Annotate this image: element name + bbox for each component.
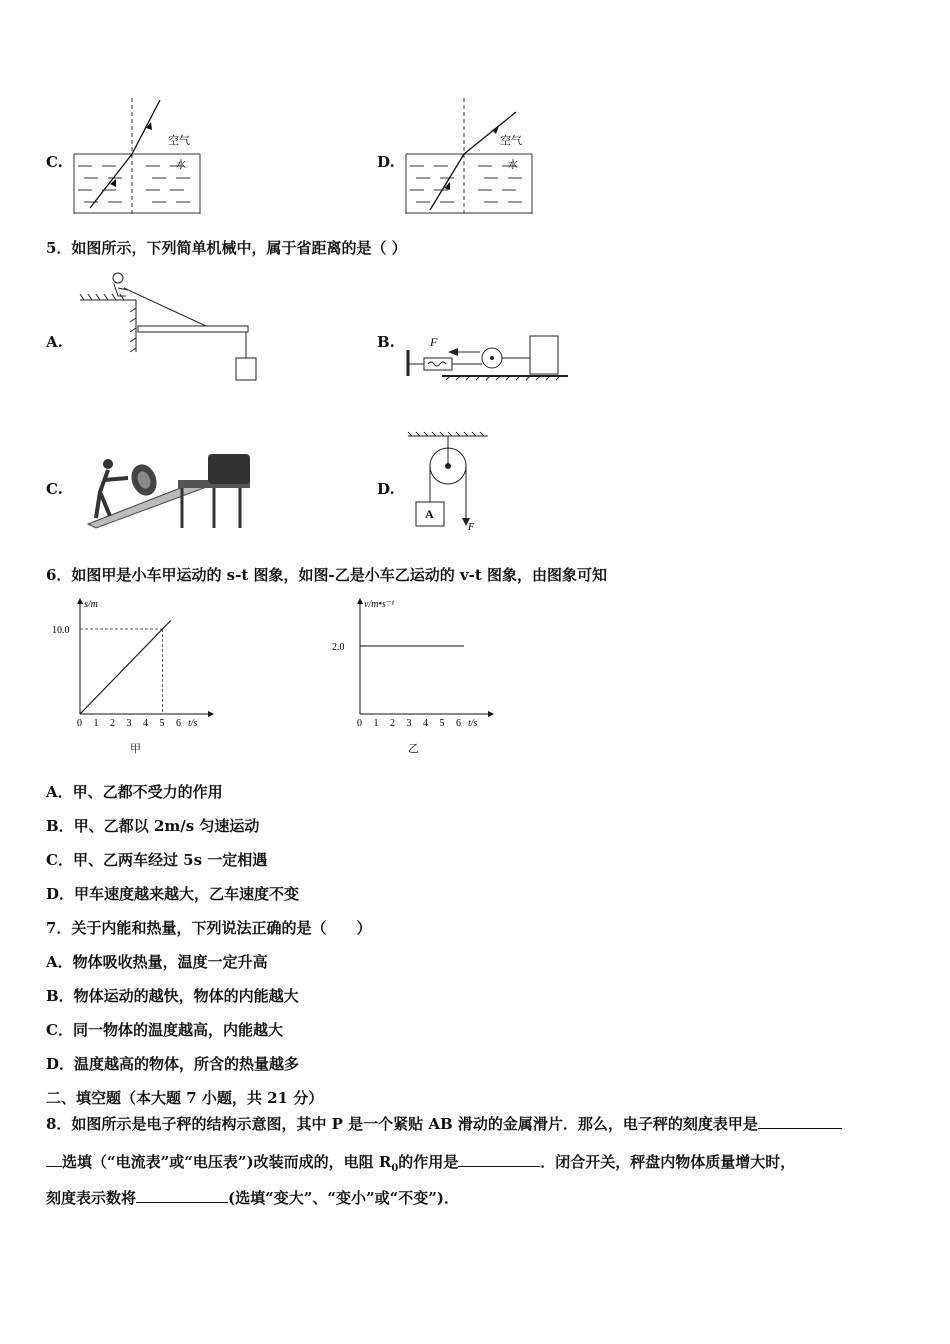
q7-option-c[interactable]: C．同一物体的温度越高，内能越大 [46, 1021, 283, 1039]
x-tick-label: 4 [143, 718, 148, 726]
q8-line-2 [46, 1151, 795, 1174]
x-axis-arrow [488, 711, 494, 717]
x-axis-label: t/s [468, 718, 478, 726]
y-axis-label: v/m•s⁻¹ [364, 599, 395, 610]
q6-chart-yi-caption: 乙 [408, 742, 419, 755]
x-tick-label: 3 [406, 718, 412, 726]
q8-blank-2[interactable] [458, 1152, 540, 1167]
q8-line-1-text: 8．如图所示是电子秤的结构示意图，其中 P 是一个紧贴 AB 滑动的金属滑片．那么，电子秤的刻度表甲是 [46, 1115, 758, 1133]
q4-d-air-label: 空气 [500, 135, 522, 147]
x-tick-label: 0 [77, 718, 82, 726]
q5-d-block-label: A [425, 507, 434, 521]
q4-d-water-label: 水 [508, 160, 518, 171]
x-tick-label: 0 [357, 718, 362, 726]
x-axis-arrow [208, 711, 214, 717]
x-tick-label: 2 [110, 718, 115, 726]
x-axis-label: t/s [188, 718, 198, 726]
y-axis-arrow [357, 598, 363, 604]
q8-line-2-text-c: ．闭合开关，秤盘内物体质量增大时， [540, 1153, 796, 1171]
x-tick-label: 1 [93, 718, 99, 726]
q5-option-c-ramp-diagram [78, 452, 258, 530]
q8-line-2-text-a: 选填（“电流表”或“电压表”)改装而成的，电阻 R [62, 1153, 392, 1171]
q8-line-3-text-a: 刻度表示数将 [46, 1189, 137, 1207]
q7-option-b[interactable]: B．物体运动的越快，物体的内能越大 [46, 987, 299, 1005]
q4-c-water-label: 水 [176, 160, 186, 171]
series-line-甲 [80, 621, 171, 715]
q7-stem: 7．关于内能和热量，下列说法正确的是（ ） [46, 919, 372, 937]
q8-r0-subscript: 0 [391, 1163, 399, 1174]
x-tick-label: 5 [159, 718, 165, 726]
x-tick-label: 1 [373, 718, 379, 726]
q6-option-d[interactable]: D．甲车速度越来越大，乙车速度不变 [46, 885, 300, 903]
q7-option-a[interactable]: A．物体吸收热量，温度一定升高 [46, 953, 268, 971]
q8-line-2-text-b: 的作用是 [398, 1153, 459, 1171]
y-tick-label: 10.0 [52, 625, 70, 636]
q4-option-c-diagram [72, 96, 202, 216]
q4-option-d-label[interactable]: D. [377, 153, 395, 171]
q5-option-a-label[interactable]: A. [46, 333, 63, 351]
q5-option-b-label[interactable]: B. [377, 333, 395, 351]
q5-option-c-label[interactable]: C. [46, 480, 63, 498]
x-tick-label: 6 [176, 718, 181, 726]
q6-chart-jia-caption: 甲 [130, 742, 141, 755]
q7-option-d[interactable]: D．温度越高的物体，所含的热量越多 [46, 1055, 300, 1073]
x-tick-label: 6 [456, 718, 461, 726]
x-tick-label: 4 [423, 718, 428, 726]
x-tick-label: 5 [439, 718, 445, 726]
q5-d-force-label: F [468, 522, 475, 532]
q5-option-d-pulley-diagram [404, 428, 504, 532]
q8-blank-1[interactable] [758, 1114, 842, 1129]
q5-option-a-lever-diagram [78, 266, 258, 384]
q8-line-1 [46, 1113, 842, 1134]
q5-option-b-pulley-diagram [402, 328, 572, 384]
q8-blank-1-continued[interactable] [46, 1152, 62, 1167]
q5-stem: 5．如图所示，下列简单机械中，属于省距离的是（ ） [46, 239, 407, 257]
y-axis-label: s/m [84, 599, 98, 610]
q6-option-b[interactable]: B．甲、乙都以 2m/s 匀速运动 [46, 817, 260, 835]
q6-option-a[interactable]: A．甲、乙都不受力的作用 [46, 783, 223, 801]
q4-c-air-label: 空气 [168, 135, 190, 147]
q6-option-c[interactable]: C．甲、乙两车经过 5s 一定相遇 [46, 851, 268, 869]
q8-line-3 [46, 1187, 459, 1208]
q4-option-d-diagram [404, 96, 534, 216]
q8-line-3-text-b: (选填“变大”、“变小”或“不变”)． [228, 1189, 459, 1207]
q6-chart-jia [48, 596, 218, 726]
q8-blank-3[interactable] [136, 1188, 228, 1203]
y-axis-arrow [77, 598, 83, 604]
x-tick-label: 2 [390, 718, 395, 726]
x-tick-label: 3 [126, 718, 132, 726]
q6-chart-yi [328, 596, 508, 726]
y-tick-label: 2.0 [332, 642, 345, 653]
q4-option-c-label[interactable]: C. [46, 153, 63, 171]
section-2-title: 二、填空题（本大题 7 小题，共 21 分） [46, 1089, 324, 1107]
q5-b-force-label: F [430, 335, 438, 349]
q6-stem: 6．如图甲是小车甲运动的 s-t 图象，如图-乙是小车乙运动的 v-t 图象，由图象可知 [46, 566, 608, 584]
q5-option-d-label[interactable]: D. [377, 480, 395, 498]
